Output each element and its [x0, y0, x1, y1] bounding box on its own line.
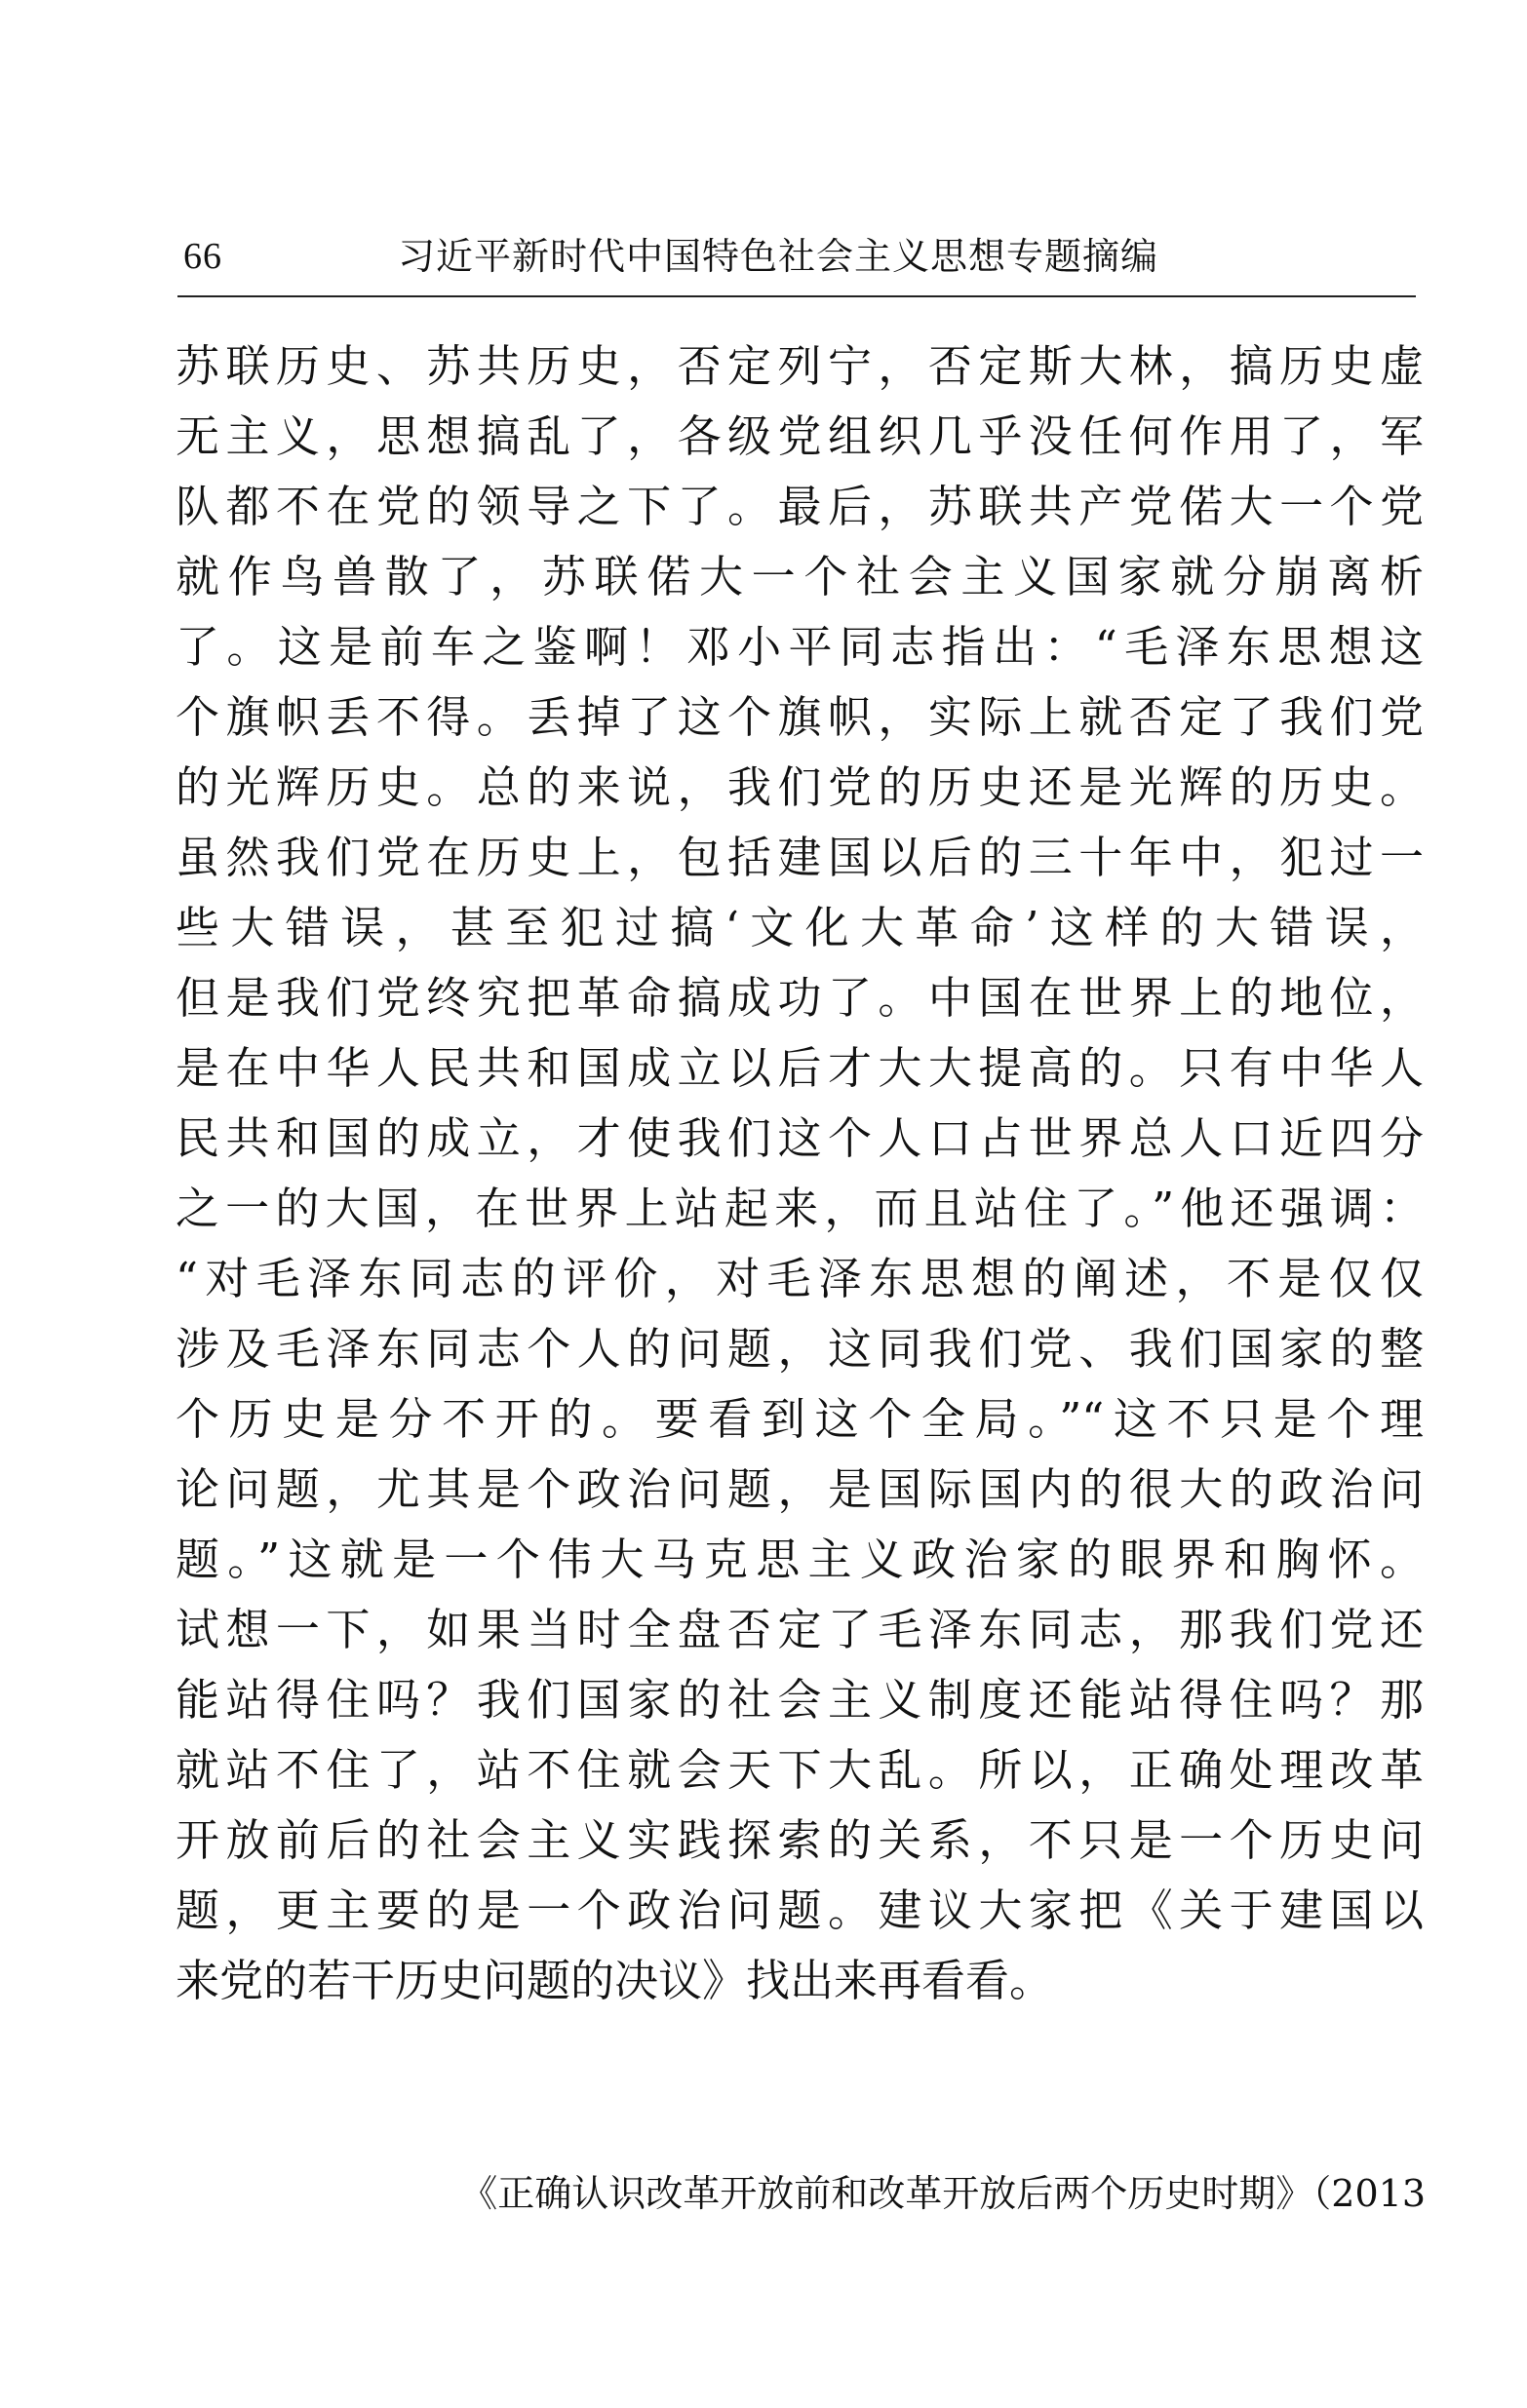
- header-divider: [177, 295, 1416, 297]
- text-line: 个历史是分不开的。要看到这个全局。”“这不只是个理: [176, 1393, 1424, 1445]
- text-line: 的光辉历史。总的来说，我们党的历史还是光辉的历史。: [176, 761, 1424, 813]
- text-line: 了。这是前车之鉴啊！邓小平同志指出：“毛泽东思想这: [176, 621, 1424, 673]
- text-line: 来党的若干历史问题的决议》找出来再看看。: [176, 1955, 1054, 2006]
- text-line: 些大错误，甚至犯过搞‘文化大革命’这样的大错误，: [176, 902, 1424, 953]
- text-line: 能站得住吗？我们国家的社会主义制度还能站得住吗？那: [176, 1674, 1424, 1726]
- text-line: 民共和国的成立，才使我们这个人口占世界总人口近四分: [176, 1112, 1424, 1164]
- text-line: 题，更主要的是一个政治问题。建议大家把《关于建国以: [176, 1884, 1424, 1936]
- text-line: 题。”这就是一个伟大马克思主义政治家的眼界和胸怀。: [176, 1534, 1424, 1585]
- text-line: 就站不住了，站不住就会天下大乱。所以，正确处理改革: [176, 1744, 1424, 1796]
- text-line: 试想一下，如果当时全盘否定了毛泽东同志，那我们党还: [176, 1604, 1424, 1655]
- text-line: 队都不在党的领导之下了。最后，苏联共产党偌大一个党: [176, 481, 1424, 532]
- text-line: 就作鸟兽散了，苏联偌大一个社会主义国家就分崩离析: [176, 551, 1424, 602]
- text-line: 涉及毛泽东同志个人的问题，这同我们党、我们国家的整: [176, 1323, 1424, 1375]
- text-line: 苏联历史、苏共历史，否定列宁，否定斯大林，搞历史虚: [176, 340, 1424, 392]
- text-line: 但是我们党终究把革命搞成功了。中国在世界上的地位，: [176, 972, 1424, 1024]
- text-line: 之一的大国，在世界上站起来，而且站住了。”他还强调：: [176, 1183, 1424, 1234]
- running-title: 习近平新时代中国特色社会主义思想专题摘编: [398, 235, 1159, 278]
- text-line: 论问题，尤其是个政治问题，是国际国内的很大的政治问: [176, 1463, 1424, 1515]
- text-line: 开放前后的社会主义实践探索的关系，不只是一个历史问: [176, 1814, 1424, 1866]
- text-line: 虽然我们党在历史上，包括建国以后的三十年中，犯过一: [176, 832, 1424, 883]
- text-line: “对毛泽东同志的评价，对毛泽东思想的阐述，不是仅仅: [176, 1253, 1424, 1304]
- text-line: 个旗帜丢不得。丢掉了这个旗帜，实际上就否定了我们党: [176, 691, 1424, 743]
- text-line: 是在中华人民共和国成立以后才大大提高的。只有中华人: [176, 1042, 1424, 1094]
- text-line: 无主义，思想搞乱了，各级党组织几乎没任何作用了，军: [176, 410, 1424, 462]
- body-text: [176, 331, 1424, 2016]
- page-number: 66: [183, 236, 222, 277]
- source-citation: 《正确认识改革开放前和改革开放后两个历史时期》（2013: [460, 2172, 1426, 2215]
